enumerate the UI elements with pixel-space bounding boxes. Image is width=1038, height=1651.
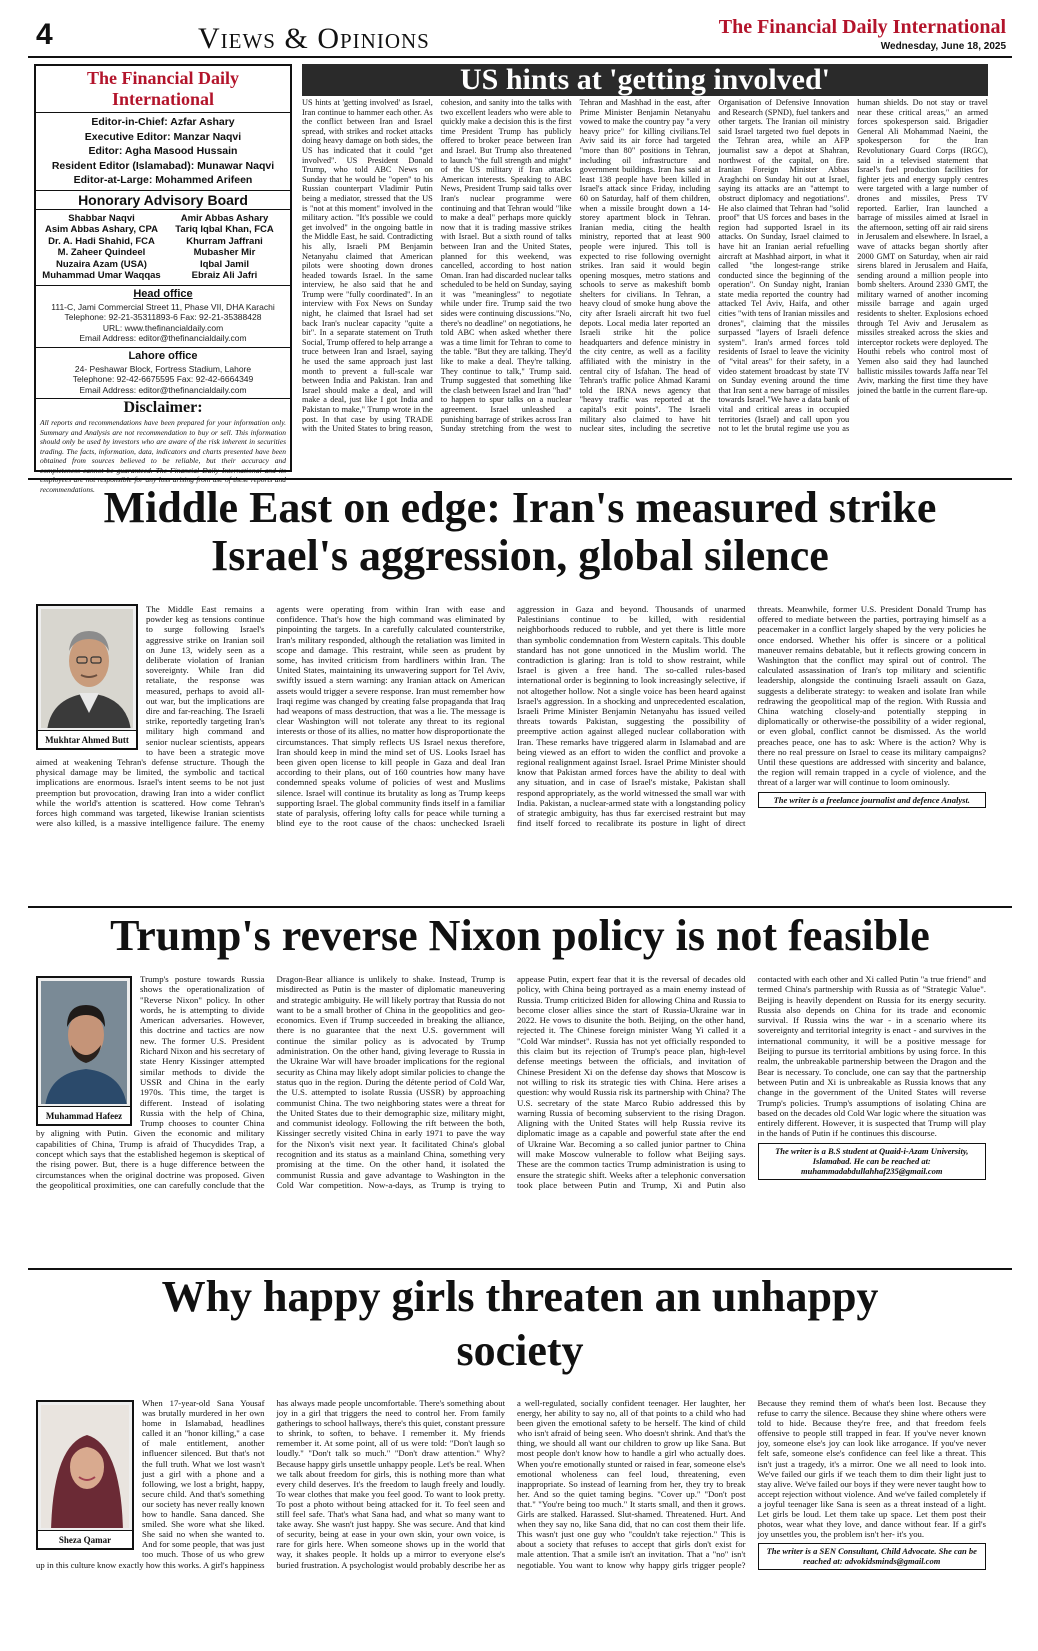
article4-text: When 17-year-old Sana Yousaf was brutally murdered in her own home in Islamabad, headlines called it an "honor killing," a case of male entitlement, another influencer silenced. But that's not the full truth. What we lost wasn't just a girl with a phone and a following, we lost a bright, happy, secure child. And that's something our society has never really known how to handle. Sana danced. She smiled. She wore what she liked. She said no when she wanted to. And for some people, that was just too much. Those of us who grew up in this culture know exactly how this works. A girl's happiness has always made people uncomfortable. There's something about joy in a girl that triggers the need to control her. From family gatherings to school hallways, there's this quiet, constant pressure to shrink, to soften, to behave. I remember it. My friends remember it. At some point, all of us were told: "Don't laugh so loudly." "Don't talk so much." "Don't draw attention." Why? Because happy girls unsettle unhappy people. Let's be real. When we talk about freedom for girls, this is nothing more than what every child deserves. It's the freedom to laugh freely and loudly. To wear clothes that make you feel good. To want to look pretty. To post a photo without being attacked for it. To feel seen and still feel safe. That's what Sana had, and what so many want to take away. She wasn't just happy. She was secure. And that kind of security, being at ease in your own skin, your own voice, is rare for girls here. When someone shows up in the world that way, it shakes people. It holds up a mirror to everyone else's buried frustration. A psychologist would probably describe her as a well-regulated, socially confident teenager. Her laughter, her energy, her ability to say no, all of that points to a child who had been given the emotional safety to be herself. The kind of child who isn't afraid of being seen. Who doesn't shrink. And that's the thing, we should all want our children to grow up like Sana. But most people don't know how to handle a girl who actually does. When you're emotionally stunted or raised in fear, someone else's emotional wholeness can feel loud, threatening, even inappropriate. So instead of learning from her, they try to break her. And so the quiet taming begins. "Cover up." "Don't post that." "You're being too much." It starts small, and then it grows. Girls are stalked. Harassed. Slut-shamed. Threatened. Hurt. And when they say no, like Sana did, that no can cost them their life. This wasn't just one guy who "couldn't take rejection." This is about a society that refuses to accept that girls don't exist for male attention. That a smile isn't an invitation. That a "no" isn't negotiable. You want to know why happy girls trigger people? Because they remind them of what's been lost. Because they refuse to carry the silence. Because they shine where others were told to hide. Because they're free, and that freedom feels offensive to people still trapped in fear. If you've never known joy, someone else's joy can look like arrogance. If you've never felt safe, someone else's confidence can feel like a threat. This isn't just a tragedy, it's a mirror. One we all need to look into. We've failed our girls if we teach them to dim their light just to stay alive. We've failed our boys if they were never taught how to accept rejection without violence. And we've failed completely if a joyful teenager like Sana is seen as a threat instead of a light. Let girls be loud. Let them take up space. Let them post their photos, wear what they love, and dance without fear. If a girl's joy unsettles you, the problem isn't her- it's you. xyxy=(36,1398,986,1570)
disclaimer-text: All reports and recommendations have been prepared for your information only. Summary and Analysis are not recommendation to buy or sell. This information should only be used by investors who are aware of the risk inherent in securities trading. The facts, information, data, indicators and charts presented have been obtained from sources believed to be reliable, but their accuracy and completeness cannot be guaranteed. The Financial Daily International and its recommendations. xyxy=(40,418,286,494)
lahore-office-details xyxy=(36,362,290,399)
board-member: Amir Abbas Ashary xyxy=(180,212,269,224)
section-divider xyxy=(28,906,1012,908)
page-header xyxy=(28,14,1012,58)
brand-name: The Financial Daily International xyxy=(718,16,1006,38)
staff-line: Executive Editor: Manzar Naqvi xyxy=(84,130,242,143)
article4-headline-line2: society xyxy=(456,1326,584,1375)
masthead-title: The Financial Daily International xyxy=(36,66,290,113)
office-line: Telephone: 92-42-6675595 Fax: 92-42-6664349 xyxy=(72,374,254,384)
article3-headline: Trump's reverse Nixon policy is not feasible xyxy=(110,911,930,960)
advisory-board-title: Honorary Advisory Board xyxy=(36,190,290,210)
article2-headline xyxy=(28,484,1012,580)
article1-headline: US hints at 'getting involved' xyxy=(302,64,988,96)
article4-body xyxy=(36,1398,986,1648)
advisory-board-right xyxy=(163,213,286,282)
disclaimer-title: Disclaimer: xyxy=(36,398,290,417)
author-name: Muhammad Hafeez xyxy=(38,1106,130,1124)
article3-body xyxy=(36,974,986,1266)
section-title: Views & Opinions xyxy=(198,22,430,55)
article2-headline-line1: Middle East on edge: Iran's measured strike xyxy=(103,483,937,532)
board-member: Tariq Iqbal Khan, FCA xyxy=(175,224,274,235)
board-member: Khurram Jaffrani xyxy=(186,235,263,247)
issue-date: Wednesday, June 18, 2025 xyxy=(880,41,1006,52)
advisory-board xyxy=(36,210,290,285)
office-line: Telephone: 92-21-35311893-6 Fax: 92-21-35388428 xyxy=(64,312,262,322)
author-name: Sheza Qamar xyxy=(38,1530,132,1548)
article4-headline xyxy=(28,1270,1012,1378)
page-number: 4 xyxy=(36,18,53,51)
staff-line: Editor: Agha Masood Hussain xyxy=(88,145,238,157)
board-member: Shabbar Naqvi xyxy=(68,212,135,224)
staff-list xyxy=(36,113,290,190)
office-line: Email Address: editor@thefinancialdaily.com xyxy=(79,384,247,395)
advisory-board-left xyxy=(40,213,163,282)
article3-bio: The writer is a B.S student at Quaid-i-Azam University, Islamabad. He can be reached at: muhammadabdullahhaf235@gmail.com xyxy=(758,1143,987,1180)
office-line: 24- Peshawar Block, Fortress Stadium, Lahore xyxy=(74,363,252,374)
author-name: Mukhtar Ahmed Butt xyxy=(38,730,136,748)
staff-line: Resident Editor (Islamabad): Munawar Naqvi xyxy=(51,159,275,172)
board-member: Ebraiz Ali Jafri xyxy=(191,270,258,281)
board-member: Asim Abbas Ashary, CPA xyxy=(45,224,158,235)
article3-text: Trump's posture towards Russia shows the operationalization of "Reverse Nixon" policy. In other words, he is attempting to divide American adversaries. However, this doctrine and tactics are now new. The former U.S. President Richard Nixon and his secretary of state Henry Kissinger attempted similar methods to divide the USSR and China in the early 1970s. This time, the target is different. Instead of isolating Russia with the help of China, Trump chooses to counter China by aligning with Putin. Given the economic and military capabilities of China, Trump is afraid of Thucydides Trap, a concept which says that the established hegemon is skeptical of the rising power. But, there is a huge difference between the circumstances when the original doctrine was proposed. Given the geopolitical proximities, one can carefully conclude that the Dragon-Bear alliance is unlikely to shake. Instead, Trump is misdirected as Putin is the master of diplomatic maneuvering and strategic ambiguity. He will likely portray that Russia do not want to be a small brother of China in the geopolitics and geo-economics. Even if Trump succeeded in breaking the alliance, there is no guarantee that the next U.S. government will continue the similar policy as is advocated by Trump administration. On the other hand, giving leverage to Russia in the Ukraine War will have broader implications for the regional security as China may likely adopt similar policies to change the status quo in the region. During the détente period of Cold War, the U.S. attempted to isolate Russia (USSR) by approaching communist China. The two neighboring states were a threat for the United States due to their demographic size, military might, and communist ideology. Following the rift between the both, Kissinger secretly visited China in early 1971 to pave the way for the Nixon's visit next year. It facilitated China's global recognition and its status as a mainland China, something very promising at the time. On the other hand, it isolated the communist Russia and gave advantage to Washington in the Cold War competition. Now-a-days, as Trump is trying to appease Putin, expert fear that it is the reversal of decades old policy, with China being portrayed as a main enemy instead of Russia. Trump criticized Biden for allowing China and Russia to become closer allies since the start of Russia-Ukraine war in 2022. He vows to disunite the both. Beijing, on the other hand, rejected it. The Chinese foreign minister Wang Yi called it a "Cold War mindset". Russia has not yet officially responded to this claim but its rejection of Trump's peace plan, high-level defense meetings between the officials, and invitation of Chinese President Xi on the defense day shows that Moscow is not willing to risk its strategic ties with China. Here arises a question: why would Russia risk its partnership with China? The U.S. secretary of the state Marco Rubio addressed this by warning Russia of becoming subservient to the rising Dragon. Aligning with the United States will help Russia revive its diplomatic image as a capable and powerful state after the end of Ukraine War. Becoming a so called junior partner to China will make Moscow vulnerable to follow what Beijing says. These are the common tactics Trump administration is using to ensure the strategic shift. Weeks after a telephonic conversation took place between Putin and Trump, Xi and Putin also contacted with each other and Xi called Putin "a true friend" and termed China's partnership with Russia as of "Strategic Value". Beijing is heavily dependent on Russia for its energy security. Russia also depends on China for its trade and economic survival. If Russia wins the war - in a scenario where its sovereignty and territorial integrity is enact - and survives in the international community, it will be a positive message for Beijing to pursue its territorial ambitions by using force. In this realm, the unbreakable partnership between the Dragon and the Bear is necessary. To conclude, one can say that the partnership between Putin and Xi is unbreakable as Russia knows that any change in the government of the United States will reverse Trump's policies. Trump's assumptions of isolating China are based on the decades old Cold War logic where the situation was entirely different. However, it is suspected that Trump will play in the hands of Putin if he continues this discourse. xyxy=(36,974,986,1190)
staff-line: Editor-at-Large: Mohammed Arifeen xyxy=(73,174,253,186)
article2-headline-line2: Israel's aggression, global silence xyxy=(211,531,829,580)
office-line: Email Address: editor@thefinancialdaily.com xyxy=(79,333,247,343)
office-line: 111-C, Jami Commercial Street 11, Phase VII, DHA Karachi xyxy=(51,301,275,312)
board-member: Dr. A. Hadi Shahid, FCA xyxy=(48,235,155,247)
photo-spacer xyxy=(36,974,140,1128)
article2-body xyxy=(36,604,986,902)
board-member: Mubasher Mir xyxy=(193,247,256,258)
staff-line: Editor-in-Chief: Azfar Ashary xyxy=(91,116,235,128)
board-member: Nuzaira Azam (USA) xyxy=(56,258,147,270)
lahore-office-title: Lahore office xyxy=(36,347,290,362)
section-divider xyxy=(28,478,1012,480)
article2-text: The Middle East remains a powder keg as tensions continue to surge following Israel's aggressive strike on Iranian soil on June 13, widely seen as a deliberate violation of Iranian sovereignty. While Iran did retaliate, the response was measured, perhaps to avoid all-out war, but the implications are dire and far-reaching. The Israeli strike, reportedly targeting Iran's military high command and senior nuclear scientists, appears to have been a strategic move aimed at weakening Tehran's defense structure. Though the physical damage may be limited, the symbolic and tactical implications are enormous. Israel's intent seems to be not just preemption but provocation, drawing Iran into a wider conflict while the world's attention is scattered. How come Tehran's forces high command was targeted, likewise Iranian scientists were also killed, is a massive intelligence failure. The enemy agents were operating from within Iran with ease and confidence. That's how the high command was eliminated by pinpointing the targets. In a carefully calculated counterstrike, Iran's military responded, although the retaliation was limited in scope and damage. This restraint, while seen as prudent by some, has invited criticism from hardliners within Iran. The United States, maintaining its unwavering support for Tel Aviv, swiftly issued a stern warning: any Iranian attack on American assets would trigger a severe response. Iran must remember how Iraqi regime was changed by creating false propaganda that Iraq had weapons of mass destruction, that was a lie. The message is clear Washington will not tolerate any threat to its regional interests or those of its allies, no matter how disproportionate the circumstances. That simply reflects US Israel nexus therefore, Iran should keep in mind the mind set of US. Looks Israel has been given open license to kill people in Gaza and deal Iran according to their plans, out of 160 countries how many have condemned speaks volume of policies of west and Muslims silence. Israel will continue its brutality as long as Trump keeps supporting Israel. The global community finds itself in a familiar state of paralysis, offering lofty calls for peace while turning a blind eye to the root cause of the chaos: unchecked Israeli aggression in Gaza and beyond. Thousands of unarmed Palestinians continue to be killed, with residential neighborhoods reduced to rubble, and yet there is little more than symbolic condemnation from Western capitals. This double standard has not gone unnoticed in the Muslim world. The contradiction is glaring: Iran is told to show restraint, while Israel is given a free hand. The so-called rules-based international order is beginning to look increasingly selective, if not altogether hollow. Not a single voice has been heard against Israel's aggression. In a shocking and unprecedented escalation, Israeli Prime Minister Benjamin Netanyahu has issued veiled threats towards Pakistan, suggesting the possibility of preemptive action against alleged nuclear collaboration with Iran. These remarks have triggered alarm in Islamabad and are being viewed as an effort to widen the conflict and provoke a regional realignment against Israel. Israel Prime Minister should know that Pakistan armed forces have the ability to deal with any situation, and in case of Israel's mistake, Pakistan shall respond appropriately, as the world witnessed the small war with India. Pakistan, a nuclear-armed state with a longstanding policy of strategic ambiguity, has thus far exercised restraint but may find itself forced to recalibrate its posture in light of direct threats. Meanwhile, former U.S. President Donald Trump has offered to mediate between the parties, portraying himself as a peacemaker in a conflict largely shaped by the very policies he once endorsed. Whether his offer is sincere or a political maneuver remains debatable, but it reflects growing concern in Washington that the conflict may spiral out of control. The calculated assassination of Iran's top military and scientific leadership, alongside the continuing Israeli assault on Gaza, suggests a deliberate strategy: to weaken and isolate Iran while redrawing the geopolitical map of the region. With Russia and China watching closely-and potentially stepping in diplomatically or otherwise-the possibility of a wider regional, or even global, conflict cannot be dismissed. As the world preaches peace, one has to ask: Where is the action? Why is there no real pressure on Israel to cease its military campaigns? Until these questions are addressed with sincerity and balance, the region will remain trapped in a cycle of violence, and the threat of a larger war will continue to loom ominously. xyxy=(36,604,986,829)
article1-body xyxy=(302,98,988,474)
head-office-details xyxy=(36,300,290,347)
masthead-box xyxy=(34,64,292,494)
head-office-title: Head office xyxy=(36,285,290,300)
article4-headline-line1: Why happy girls threaten an unhappy xyxy=(161,1272,879,1321)
photo-spacer xyxy=(36,1398,142,1552)
board-member: Muhammad Umar Waqqas xyxy=(42,270,161,281)
board-member: M. Zaheer Quindeel xyxy=(57,247,146,258)
board-member: Iqbal Jamil xyxy=(199,258,250,270)
office-line: URL: www.thefinancialdaily.com xyxy=(102,322,224,333)
article2-bio: The writer is a freelance journalist and defence Analyst. xyxy=(758,792,987,808)
article4-bio: The writer is a SEN Consultant, Child Advocate. She can be reached at: advokidsminds@gmail.com xyxy=(758,1543,987,1569)
photo-spacer xyxy=(36,604,146,754)
article1-text: US hints at 'getting involved' as Israel, Iran continue to hammer each other. As the conflict between Iran and Israel spread, with strikes and rocket attacks doing heavy damage on both sides, the US has indicated that it could "get involved". US President Donald Trump, who told ABC News on Sunday that he would be "open" to his Russian counterpart Vladimir Putin being a mediator, stressed that the US is "not at this moment" involved in the military action. "It's possible we could get involved" in the ongoing battle in the Middle East, he said. Contradicting his ally, Israeli PM Benjamin Netanyahu claimed that American pilots were shooting down drones headed towards Israel. In the same interview, he also said that he and Trump were "fully coordinated". In an interview with Fox News on Sunday night, he claimed that Israel had set back Iran's nuclear capacity "quite a bit". In a separate statement on Truth Social, Trump offered to help arrange a truce between Iran and Israel, saying he used the same approach just last month to prevent a full-scale war between India and Pakistan. Iran and Israel should make a deal, and will make a deal, just like I got India and Pakistan to make," Trump wrote in the post. In that case by using TRADE with the United States to bring reason, cohesion, and sanity into the talks with two excellent leaders who were able to quickly make a decision this is the first time President Trump has publicly offered to broker peace between Iran and Israel. But Trump also threatened to launch "the full strength and might" of the US military if Iran attacks American interests. Speaking to ABC News, President Trump said talks over Iran's nuclear programme were continuing and that Tehran would "like to make a deal" perhaps more quickly now that it is trading massive strikes with Israel. But a sixth round of talks between Iran and the United States, planned for this weekend, was cancelled, according to host nation Oman. Iran had discarded nuclear talks scheduled to be held on Sunday, saying it was "meaningless" to negotiate while under fire. Trump said the two sides were continuing discussions."No, there's no deadline" on negotiations, he told ABC when asked whether there was a time limit for Tehran to come to the table. "But they are talking. They'd like to make a deal. They're talking. They continue to talk," Trump said. Trump suggested that something like the clash between Israel and Iran "had" to happen to spur talks on a nuclear agreement. Israel unleashed a punishing barrage of strikes across Iran Sunday stretching from the west to Tehran and Mashhad in the east, after Prime Minister Benjamin Netanyahu vowed to make the country pay "a very heavy price" for killing civilians.Tel Aviv said its air force had targeted "more than 80" positions in Tehran, including oil infrastructure and government buildings. Iran has said at least 138 people have been killed in Israel's attack since Friday, including 60 on Saturday, half of them children, when a missile brought down a 14-storey apartment block in Tehran. Iranian media, citing the health ministry, reported that at least 900 people were injured. This toll is expected to rise following overnight strikes. Iran said it would begin opening mosques, metro stations and schools to serve as makeshift bomb shelters for civilians. In Tehran, a heavy cloud of smoke hung above the city after Israeli aircraft hit two fuel depots. Local media later reported an Israeli strike hit the police headquarters and defence ministry in the city centre, as well as a facility affiliated with the ministry in the central city of Isfahan. The head of Tehran's traffic police Ahmad Karami told the IRNA news agency that "heavy traffic was reported at the capital's exit points". The Israeli military also claimed to have hit nuclear sites, including the secretive Organisation of Defensive Innovation and Research (SPND), fuel tankers and other targets. The Iranian oil ministry said Israel targeted two fuel depots in the Tehran area, while an AFP journalist saw a depot at Shahran, northwest of the capital, on fire. Iranian Foreign Minister Abbas Araghchi on Sunday hit out at Israel, saying its attacks are an "attempt to obstruct diplomacy and negotiations". He also claimed that Tehran had "solid proof" that US forces and bases in the region had supported Israel in its attacks. On Sunday, Israel claimed to have hit an Iranian aerial refuelling aircraft at Mashhad airport, in what it called "the longest-range strike conducted since the beginning of the operation". On Sunday night, Iranian state media reported the country had attacked Tel Aviv, Haifa, and other cities "with tens of Iranian missiles and drones", claiming that the missiles surpassed "layers of Israeli defence system". Iran's armed forces told residents of Israel to leave the vicinity of "vital areas" for their safety, in a video statement broadcast by state TV on Sunday evening around the time that Iran sent a new barrage of missiles towards Israel."We have a data bank of vital and critical areas in occupied territories (Israel) and call upon you not to let the brutal regime use you as human shields. Do not stay or travel near these critical areas," an armed forces spokesperson said. Brigadier General Ali Mohammad Naeini, the spokesperson for the Iran Revolutionary Guard Corps (IRGC), said in a televised statement that Israel's fuel production facilities for fighter jets and energy supply centres were targeted with a large number of drones and missiles, Press TV reported. Earlier, Iran launched a barrage of missiles aimed at Israel in the afternoon, setting off air raid sirens in Jerusalem and elsewhere. In Israel, a wave of attacks began shortly after 2000 GMT on Saturday, when air raid sirens blared in Jerusalem and Haifa, sending around a million people into bomb shelters. Around 2330 GMT, the military warned of another incoming missile barrage and again urged residents to shelter. Explosions echoed through Tel Aviv and Jerusalem as missiles streaked across the skies and interceptor rockets were deployed. The Houthi rebels who control most of Yemen also said they had launched ballistic missiles towards Jaffa near Tel Aviv, marking the first time they have joined the battle in the current flare-up. xyxy=(302,98,988,434)
